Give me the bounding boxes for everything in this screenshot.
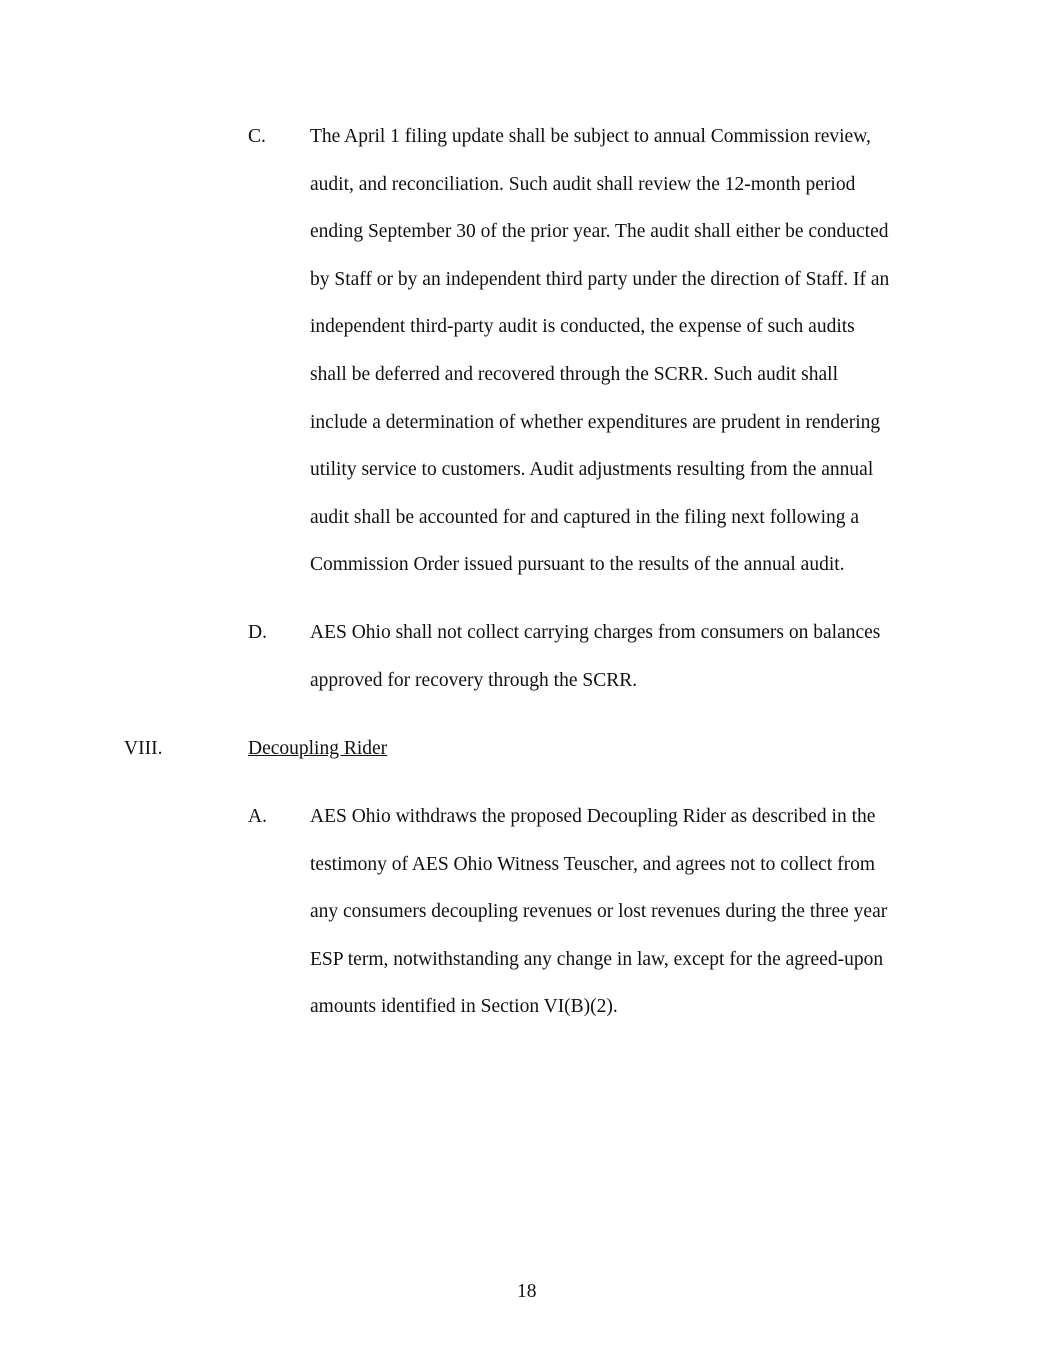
paragraph-line: audit shall be accounted for and captured in the filing next following a — [310, 506, 860, 528]
paragraph-line: approved for recovery through the SCRR. — [310, 669, 638, 691]
section-title: Decoupling Rider — [248, 738, 388, 759]
paragraph-line: AES Ohio withdraws the proposed Decoupling Rider as described in the — [310, 806, 876, 827]
paragraph-line: Commission Order issued pursuant to the results of the annual audit. — [310, 554, 845, 576]
paragraph-line: independent third-party audit is conducted, the expense of such audits — [310, 316, 855, 338]
paragraph-line: ending September 30 of the prior year. The audit shall either be conducted — [310, 221, 889, 243]
paragraph-line: include a determination of whether expenditures are prudent in rendering — [310, 411, 881, 433]
paragraph-line: shall be deferred and recovered through the SCRR. Such audit shall — [310, 364, 838, 385]
paragraph-line: testimony of AES Ohio Witness Teuscher, and agrees not to collect from — [310, 853, 875, 875]
paragraph-label: A. — [248, 806, 267, 827]
page-number: 18 — [517, 1281, 537, 1302]
paragraph-line: ESP term, notwithstanding any change in law, except for the agreed-upon — [310, 948, 884, 970]
paragraph-line: any consumers decoupling revenues or lost revenues during the three year — [310, 901, 888, 923]
paragraph-line: audit, and reconciliation. Such audit shall review the 12-month period — [310, 173, 856, 195]
paragraph-line: amounts identified in Section VI(B)(2). — [310, 996, 618, 1018]
paragraph-line: The April 1 filing update shall be subject to annual Commission review, — [310, 126, 871, 147]
paragraph-label: D. — [248, 622, 267, 643]
paragraph-line: by Staff or by an independent third party under the direction of Staff. If an — [310, 268, 890, 290]
paragraph-line: utility service to customers. Audit adjustments resulting from the annual — [310, 459, 874, 481]
paragraph-line: AES Ohio shall not collect carrying charges from consumers on balances — [310, 622, 881, 643]
section-number: VIII. — [124, 738, 163, 759]
paragraph-label: C. — [248, 126, 266, 147]
